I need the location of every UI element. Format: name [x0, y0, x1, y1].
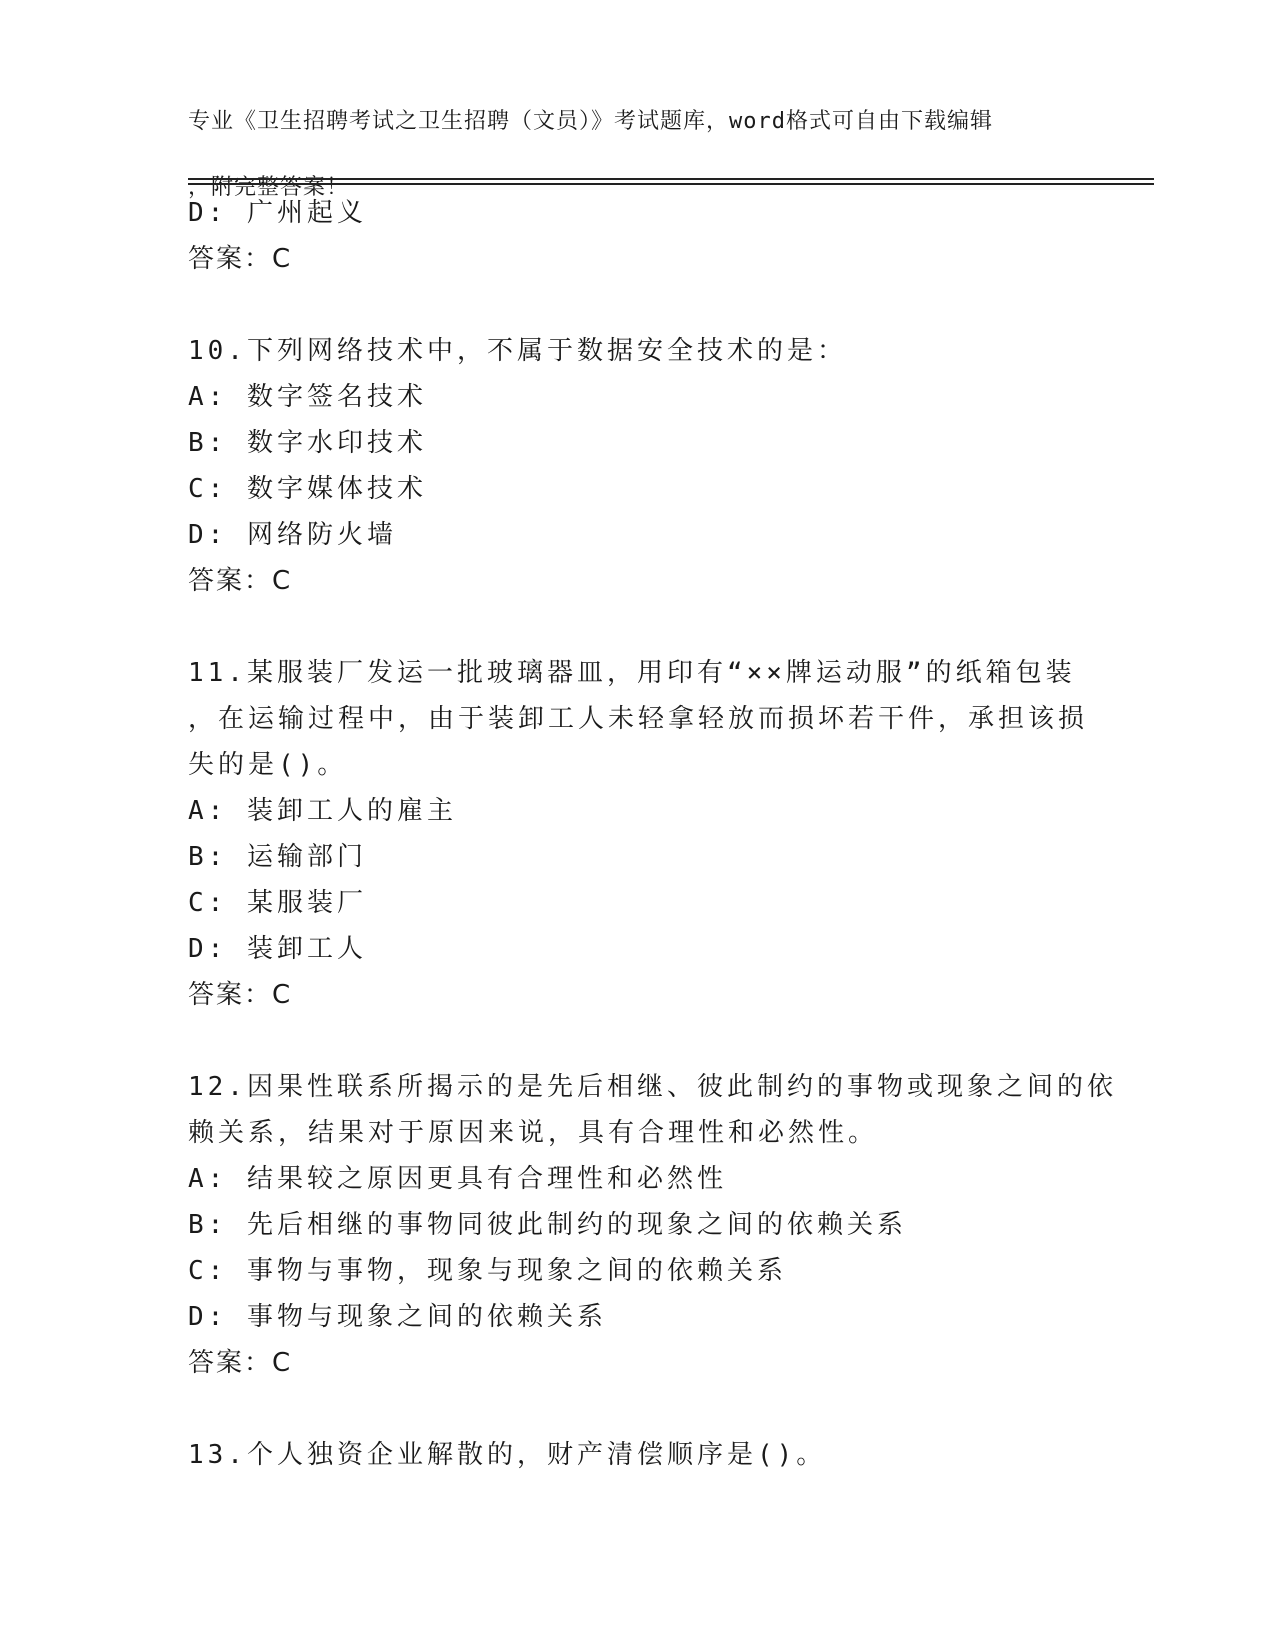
- answer-line: 答案：C: [188, 244, 293, 274]
- spacer: [188, 604, 1088, 650]
- answer-line: 答案：C: [188, 566, 293, 596]
- option-d: D: 网络防火墙: [188, 520, 397, 550]
- question-11: [188, 650, 1088, 1018]
- header-divider-bottom: [188, 183, 1154, 185]
- previous-question-tail: [188, 190, 1088, 282]
- question-text-line-1: 11.某服装厂发运一批玻璃器皿，用印有“××牌运动服”的纸箱包装: [188, 658, 1076, 688]
- option-a: A: 装卸工人的雇主: [188, 796, 457, 826]
- question-text-line-2: 赖关系，结果对于原因来说，具有合理性和必然性。: [188, 1118, 879, 1148]
- spacer: [188, 282, 1088, 328]
- question-12: [188, 1064, 1117, 1386]
- spacer: [188, 1386, 1088, 1432]
- option-d: D: 装卸工人: [188, 934, 367, 964]
- question-text-line-2: ，在运输过程中，由于装卸工人未轻拿轻放而损坏若干件，承担该损: [188, 704, 1089, 734]
- answer-line: 答案：C: [188, 1348, 293, 1378]
- option-c: C: 数字媒体技术: [188, 474, 427, 504]
- question-text-line-1: 12.因果性联系所揭示的是先后相继、彼此制约的事物或现象之间的依: [188, 1072, 1117, 1102]
- question-list: [188, 190, 1117, 1478]
- header-line-2: ，附完整答案！: [188, 175, 350, 200]
- header-line-1: 专业《卫生招聘考试之卫生招聘（文员）》考试题库，word格式可自由下载编辑: [188, 109, 993, 134]
- header-divider-top: [188, 178, 1154, 180]
- option-b: B: 先后相继的事物同彼此制约的现象之间的依赖关系: [188, 1210, 907, 1240]
- option-b: B: 数字水印技术: [188, 428, 427, 458]
- option-c: C: 某服装厂: [188, 888, 367, 918]
- option-a: A: 数字签名技术: [188, 382, 427, 412]
- question-13: [188, 1432, 1088, 1478]
- answer-line: 答案：C: [188, 980, 293, 1010]
- question-10: [188, 328, 1088, 604]
- spacer: [188, 1018, 1088, 1064]
- question-text: 13.个人独资企业解散的，财产清偿顺序是()。: [188, 1440, 827, 1470]
- option-b: B: 运输部门: [188, 842, 367, 872]
- question-text-line-3: 失的是()。: [188, 750, 348, 780]
- option-d: D: 事物与现象之间的依赖关系: [188, 1302, 607, 1332]
- option-a: A: 结果较之原因更具有合理性和必然性: [188, 1164, 727, 1194]
- question-text: 10.下列网络技术中，不属于数据安全技术的是：: [188, 336, 847, 366]
- option-c: C: 事物与事物，现象与现象之间的依赖关系: [188, 1256, 787, 1286]
- option-d: D: 广州起义: [188, 198, 367, 228]
